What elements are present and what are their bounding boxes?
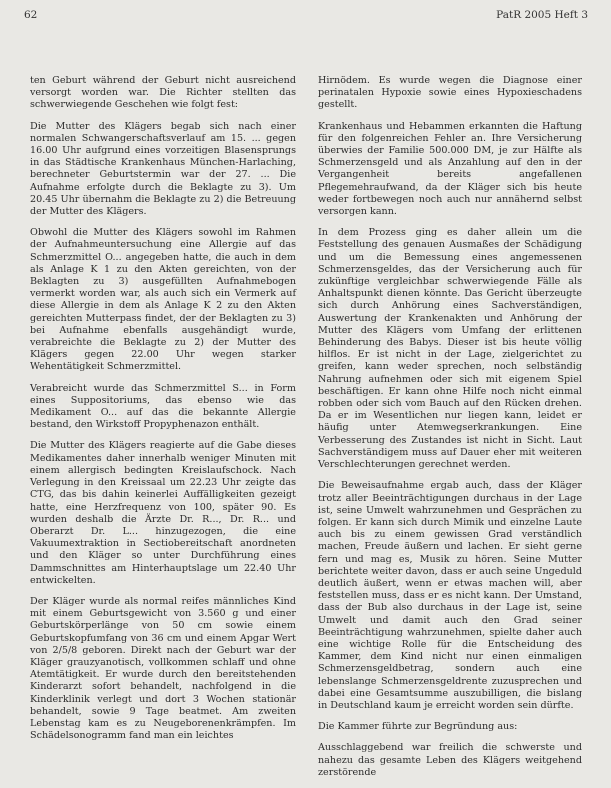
journal-reference: PatR 2005 Heft 3	[496, 9, 588, 21]
paragraph: Krankenhaus und Hebammen erkannten die Haftung für den folgenreichen Fehler an. Ihre Versicherung überwies der Familie 500.000 DM, je zur Hälfte als Schmerzensgeld und als Anzahlung auf den in der Vergangenheit bereits angefallenen Pflegemehraufwand, da der Kläger sich bis heute weder fortbewegen noch auch nur annähernd selbst versorgen kann.	[318, 120, 582, 218]
paragraph: Die Mutter des Klägers reagierte auf die Gabe dieses Medikamentes daher innerhalb weniger Minuten mit einem allergisch bedingten Kreislaufschock. Nach Verlegung in den Kreissaal um 22.23 Uhr zeigte das CTG, das bis dahin keinerlei Auffälligkeiten gezeigt hatte, eine Herzfrequenz von 100, später 90. Es wurden deshalb die Ärzte Dr. R..., Dr. R... und Oberarzt Dr. L... hinzugezogen, die eine Vakuumextraktion in Sectiobereitschaft anordneten und den Kläger so unter Durchführung eines Dammschnittes am Hinterhauptslage um 22.40 Uhr entwickelten.	[30, 440, 296, 586]
paragraph: Ausschlaggebend war freilich die schwerste und nahezu das gesamte Leben des Klägers weitgehend zerstörende	[318, 742, 582, 778]
paragraph: Hirnödem. Es wurde wegen die Diagnose einer perinatalen Hypoxie sowie eines Hypoxieschadens gestellt.	[318, 75, 582, 111]
paragraph: Obwohl die Mutter des Klägers sowohl im Rahmen der Aufnahmeuntersuchung eine Allergie auf das Schmerzmittel O... angegeben hatte, die auch in dem als Anlage K 1 zu den Akten gereichten, von der Beklagten zu 3) ausgefüllten Aufnahmebogen vermerkt worden war, als auch sich ein Vermerk auf diese Allergie in dem als Anlage K 2 zu den Akten gereichten Mutterpass findet, der der Beklagten zu 3) bei Aufnahme ebenfalls ausgehändigt wurde, verabreichte die Beklagte zu 2) der Mutter des Klägers gegen 22.00 Uhr wegen starker Wehentätigkeit Schmerzmittel.	[30, 227, 296, 373]
paragraph: In dem Prozess ging es daher allein um die Feststellung des genauen Ausmaßes der Schädigung und um die Bemessung eines angemessenen Schmerzensgeldes, das der Versicherung auch für zukünftige vergleichbar schwerwiegende Fälle als Anhaltspunkt dienen könnte. Das Gericht überzeugte sich durch Anhörung eines Sachverständigen, Auswertung der Krankenakten und Anhörung der Mutter des Klägers vom Umfang der erlittenen Behinderung des Babys. Dieser ist bis heute völlig hilflos. Er ist nicht in der Lage, zielgerichtet zu greifen, kann weder sprechen, noch selbständig Nahrung aufnehmen oder sich mit eigenem Spiel beschäftigen. Er kann ohne Hilfe noch nicht einmal robben oder sich vom Bauch auf den Rücken drehen. Da er im Wesentlichen nur liegen kann, leidet er häufig unter Atemwegserkrankungen. Eine Verbesserung des Zustandes ist nicht in Sicht. Laut Sachverständigem muss auf Dauer eher mit weiteren Verschlechterungen gerechnet werden.	[318, 227, 582, 471]
paragraph: Die Beweisaufnahme ergab auch, dass der Kläger trotz aller Beeinträchtigungen durchaus in der Lage ist, seine Umwelt wahrzunehmen und Gesprächen zu folgen. Er kann sich durch Mimik und einzelne Laute auch bis zu einem gewissen Grad verständlich machen, Freude äußern und lachen. Er sieht gerne fern und mag es, Musik zu hören. Seine Mutter berichtete weiter davon, dass er auch seine Ungeduld deutlich äußert, wenn er etwas machen will, aber feststellen muss, dass er es nicht kann. Der Umstand, dass der Bub also durchaus in der Lage ist, seine Umwelt und damit auch den Grad seiner Beeinträchtigung wahrzunehmen, spielte daher auch eine wichtige Rolle für die Entscheidung des Kammer, dem Kind nicht nur einen einmaligen Schmerzensgeldbetrag, sondern auch eine lebenslange Schmerzensgeldrente zuzusprechen und dabei eine Gesamtsumme auszubilligen, die bislang in Deutschland kaum je erreicht worden sein dürfte.	[318, 480, 582, 711]
left-column	[30, 75, 296, 751]
page-number: 62	[24, 9, 38, 21]
right-column	[316, 75, 582, 788]
paragraph: Die Mutter des Klägers begab sich nach einer normalen Schwangerschaftsverlauf am 15. ... gegen 16.00 Uhr aufgrund eines vorzeitigen Blasensprungs in das Städtische Krankenhaus München-Harlaching, berechneter Geburtstermin war der 27. ... Die Aufnahme erfolgte durch die Beklagte zu 3). Um 20.45 Uhr übernahm die Beklagte zu 2) die Betreuung der Mutter des Klägers.	[30, 120, 296, 218]
paragraph: Die Kammer führte zur Begründung aus:	[318, 721, 518, 733]
paragraph: Der Kläger wurde als normal reifes männliches Kind mit einem Geburtsgewicht von 3.560 g und einer Geburtskörperlänge von 50 cm sowie einem Geburtskopfumfang von 36 cm und einem Apgar Wert von 2/5/8 geboren. Direkt nach der Geburt war der Kläger grauzyanotisch, vollkommen schlaff und ohne Atemtätigkeit. Er wurde durch den bereitstehenden Kinderarzt sofort behandelt, nachfolgend in die Kinderklinik verlegt und dort 3 Wochen stationär behandelt, sowie 9 Tage beatmet. Am zweiten Lebenstag kam es zu Neugeborenenkrämpfen. Im Schädelsonogramm fand man ein leichtes	[30, 595, 296, 742]
paragraph: Verabreicht wurde das Schmerzmittel S... in Form eines Suppositoriums, das ebenso wie das Medikament O... auf das die bekannte Allergie bestand, den Wirkstoff Propyphenazon enthält.	[30, 382, 296, 431]
paragraph: ten Geburt während der Geburt nicht ausreichend versorgt worden war. Die Richter stellten das schwerwiegende Geschehen wie folgt fest:	[30, 75, 296, 111]
